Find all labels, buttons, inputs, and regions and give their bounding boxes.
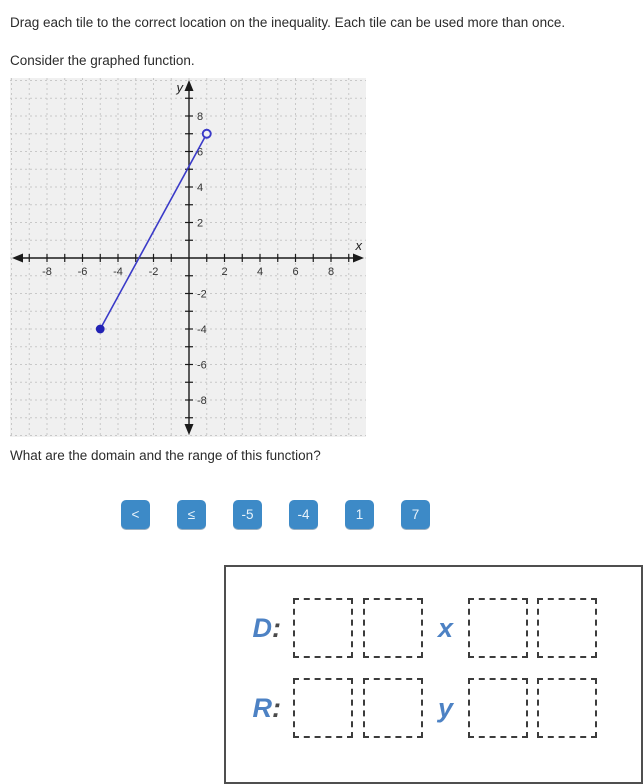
- svg-text:x: x: [355, 238, 362, 253]
- domain-letter: D: [252, 613, 272, 643]
- svg-text:2: 2: [197, 217, 204, 230]
- svg-text:-2: -2: [148, 266, 159, 278]
- prompt-text: Consider the graphed function.: [10, 53, 195, 68]
- domain-slot-2[interactable]: [363, 598, 423, 658]
- domain-variable: x: [437, 612, 454, 643]
- function-graph: [10, 78, 366, 437]
- tile-negative-5[interactable]: -5: [233, 500, 262, 529]
- svg-text:6: 6: [197, 146, 204, 159]
- range-letter: R: [252, 693, 272, 723]
- domain-row: [226, 598, 597, 658]
- svg-text:4: 4: [197, 182, 204, 194]
- tile-less-or-equal[interactable]: ≤: [177, 500, 206, 529]
- range-variable: y: [437, 692, 454, 723]
- domain-slot-4[interactable]: [537, 598, 597, 658]
- svg-text:-6: -6: [197, 359, 207, 372]
- domain-label: [226, 598, 281, 658]
- range-colon: :: [272, 693, 281, 723]
- svg-text:-4: -4: [197, 324, 207, 336]
- tile-tray: [121, 500, 430, 529]
- svg-text:-8: -8: [197, 395, 207, 407]
- range-row: [226, 678, 597, 738]
- svg-text:2: 2: [221, 266, 228, 278]
- range-slot-2[interactable]: [363, 678, 423, 738]
- domain-colon: :: [272, 613, 281, 643]
- domain-slot-3[interactable]: [468, 598, 528, 658]
- svg-text:-8: -8: [42, 266, 52, 278]
- question-text: What are the domain and the range of this function?: [10, 448, 321, 463]
- svg-text:-4: -4: [113, 266, 123, 278]
- svg-text:-2: -2: [197, 288, 207, 301]
- range-label: [226, 678, 281, 738]
- svg-text:6: 6: [292, 266, 299, 278]
- svg-text:8: 8: [197, 111, 204, 123]
- graph-canvas: [10, 78, 366, 437]
- tile-less-than[interactable]: <: [121, 500, 150, 529]
- instruction-text: Drag each tile to the correct location on the inequality. Each tile can be used more than once.: [10, 15, 566, 30]
- tile-negative-4[interactable]: -4: [289, 500, 318, 529]
- tile-1[interactable]: 1: [345, 500, 374, 529]
- range-slot-3[interactable]: [468, 678, 528, 738]
- svg-text:4: 4: [256, 266, 264, 278]
- tile-7[interactable]: 7: [401, 500, 430, 529]
- range-slot-4[interactable]: [537, 678, 597, 738]
- svg-text:8: 8: [327, 266, 335, 278]
- domain-slot-1[interactable]: [293, 598, 353, 658]
- svg-text:y: y: [176, 80, 183, 95]
- svg-text:-6: -6: [77, 266, 88, 278]
- answer-area: [224, 565, 643, 784]
- range-slot-1[interactable]: [293, 678, 353, 738]
